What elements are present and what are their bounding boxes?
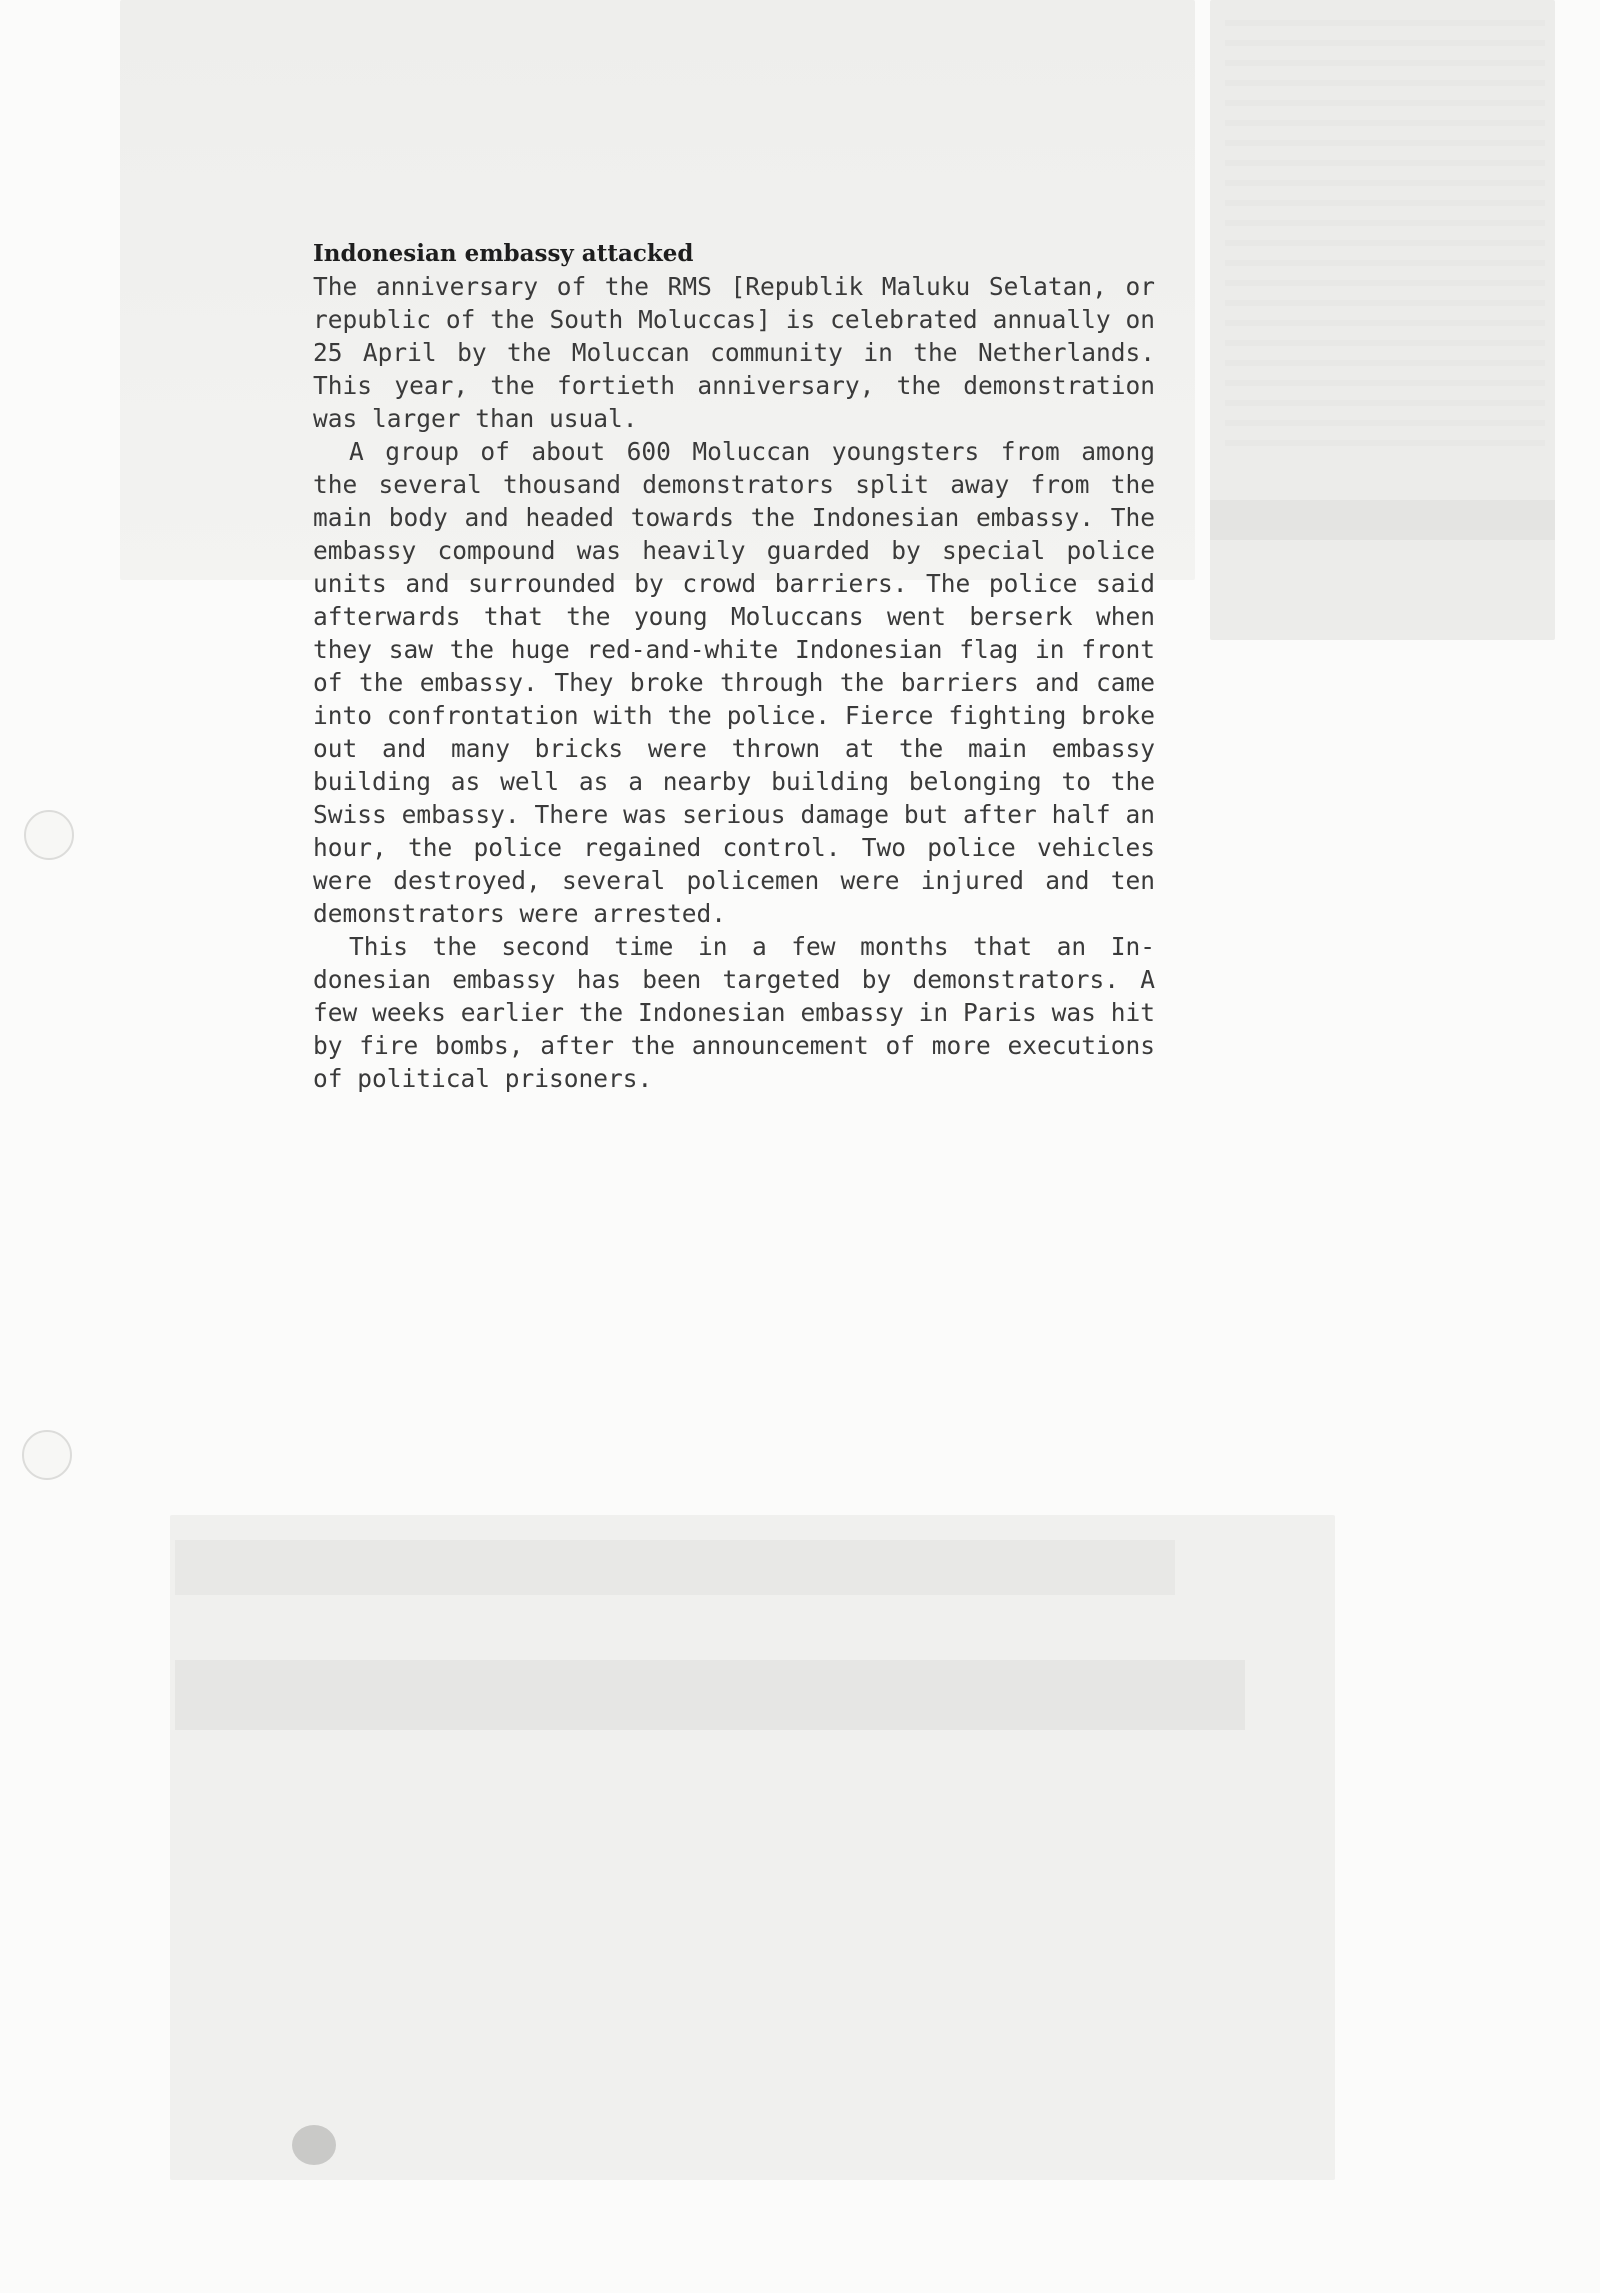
article-paragraph-3: This the second time in a few months that an Indonesian embassy has been targeted by demonstrators. A few weeks earlier the Indonesian embassy in Paris was hit by fire bombs, after the announcement of more executions of political prisoners. xyxy=(313,932,1155,1093)
punch-hole-upper xyxy=(24,810,74,860)
ink-blot xyxy=(292,2125,336,2165)
bleed-through-text-lines xyxy=(1225,20,1545,460)
bleed-through-headline-band-bottom-1 xyxy=(175,1540,1175,1595)
article-paragraph-1: The anniversary of the RMS [Republik Maluku Selatan, or republic of the South Moluccas] is celebrated annually on 25 April by the Moluccan community in the Netherlands. This year, the fortieth anniversary, the demonstration was larger than usual. xyxy=(313,272,1155,433)
article-headline: Indonesian embassy attacked xyxy=(313,240,694,267)
article-paragraph-2: A group of about 600 Moluccan youngsters from among the several thousand demonstrators split away from the main body and headed towards the Indonesian embassy. The embassy compound was heavily guarded by special police units and surrounded by crowd barriers. The police said afterwards that the young Moluccans went berserk when they saw the huge red-and-white Indonesian flag in front of the embassy. They broke through the barriers and came into confrontation with the police. Fierce fighting broke out and many bricks were thrown at the main embassy building as well as a nearby building belonging to the Swiss embassy. There was serious damage but after half an hour, the police regained control. Two police vehicles were destroyed, several policemen were injured and ten demonstrators were arrested. xyxy=(313,437,1155,928)
punch-hole-lower xyxy=(22,1430,72,1480)
bleed-through-panel-bottom xyxy=(170,1515,1335,2180)
bleed-through-headline-band-bottom-2 xyxy=(175,1660,1245,1730)
article xyxy=(313,237,1155,1095)
bleed-through-headline-band xyxy=(1210,500,1555,540)
